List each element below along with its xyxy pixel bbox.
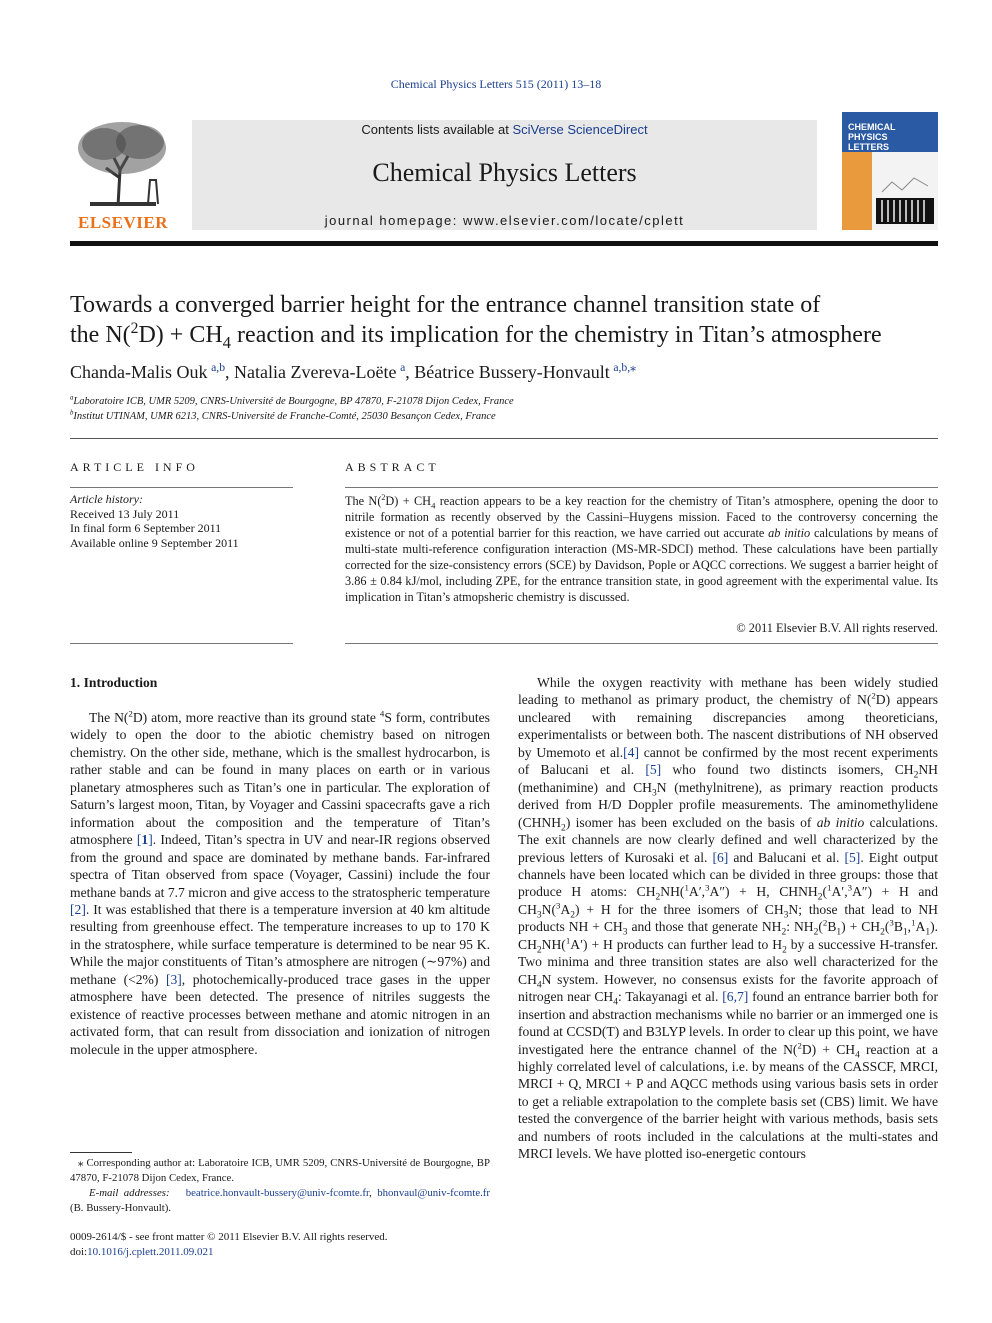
author-name: Béatrice Bussery-Honvault [414,362,610,382]
affiliation-mark: a [70,394,74,402]
title-sup: 2 [130,320,139,337]
footnote-rule [70,1152,132,1153]
journal-header [192,120,817,230]
online-date: Available online 9 September 2011 [70,535,239,550]
reference-link[interactable]: [6] [712,849,729,865]
page-footer [70,1230,490,1260]
article-history [70,492,293,550]
copyright-notice: © 2011 Elsevier B.V. All rights reserved. [736,621,938,635]
doi-prefix: doi: [70,1246,88,1258]
article-info-heading: ARTICLE INFO [70,460,199,474]
abstract-heading: ABSTRACT [345,460,440,474]
email-owner: (B. Bussery-Honvault). [70,1202,172,1214]
contents-line [192,122,817,137]
footnote [70,1156,490,1216]
doi-link[interactable]: 10.1016/j.cplett.2011.09.021 [87,1246,214,1258]
sciencedirect-link[interactable]: SciVerse ScienceDirect [512,122,648,137]
body-column-left [70,709,490,1058]
final-form-date: In final form 6 September 2011 [70,521,222,535]
author-name: Chanda-Malis Ouk [70,362,208,382]
author-name: Natalia Zvereva-Loëte [234,362,397,382]
title-text: the N( [70,322,131,348]
article-title [70,290,950,350]
history-label: Article history: [70,492,143,506]
email-line: E-mail addresses: beatrice.honvault-bussery@univ-fcomte.fr, bhonvaul@univ-fcomte.fr (B. Bussery-Honvault). [70,1187,491,1214]
cover-title-line: PHYSICS [848,132,888,142]
abstract-rule-bottom [345,643,938,644]
body-paragraph: The N($^2$D) atom, more reactive than its ground state $^4$S form, contributes widely to open the door to the abiotic chemistry based on nitrogen chemistry. On the other side, methane, which is the smallest hydrocarbon, is rather stable and can be found in many places on earth or in various planetary atmospheres such as Titan’s one in particular. The exploration of Saturn’s largest moon, Titan, by Voyager and Cassini spacecrafts gave a rich information about the composition and the temperature of Titan’s atmosphere [1]. Indeed, Titan’s spectra in UV and near-IR regions observed from the ground and space are dominated by methane bands. Far-infrared spectra of Titan observed from space (Voyager, Cassini) include the four methane bands at 7.7 micron and give access to the stratospheric temperature [2]. It was established that there is a temperature inversion at 40 km altitude resulting from greenhouse effect. The temperature increases to up to 170 K in the stratosphere, while surface temperature is determined to be near 95 K. While the major constituents of Titan’s atmosphere are nitrogen (∼97%) and methane (<2%) [3], photochemically-produced trace gases in the upper atmosphere have been detected. The presence of nitriles suggests the existence of reactive processes between methane and atomic nitrogen in an activated form, that can result from dissociation and ionization of nitrogen molecule in the upper atmosphere. [70,708,490,1057]
journal-citation[interactable]: Chemical Physics Letters 515 (2011) 13–18 [390,77,602,91]
affiliation-text: Institut UTINAM, UMR 6213, CNRS-Université de Franche-Comté, 25030 Besançon Cedex, France [73,411,496,422]
journal-title: Chemical Physics Letters [372,158,637,187]
title-sub: 4 [222,332,232,352]
reference-link[interactable]: [3] [165,971,182,987]
email-label: E-mail addresses: [89,1187,170,1199]
reference-link[interactable]: [5] [645,762,662,778]
reference-link[interactable]: [1] [136,832,153,848]
author-marks[interactable]: a [400,361,406,374]
email-link[interactable]: bhonvaul@univ-fcomte.fr [377,1187,491,1199]
affiliation-text: Laboratoire ICB, UMR 5209, CNRS-Université de Bourgogne, BP 47870, F-21078 Dijon Cedex, France [73,396,514,407]
journal-cover [842,112,938,230]
title-line-1: Towards a converged barrier height for the entrance channel transition state of [70,292,821,318]
corresponding-author: ⁎ Corresponding author at: Laboratoire ICB, UMR 5209, CNRS-Université de Bourgogne, BP 47870, F-21078 Dijon Cedex, France. [70,1157,490,1184]
elsevier-wordmark: ELSEVIER [78,213,168,232]
reference-link[interactable]: [4] [623,744,640,760]
body-column-right [518,674,938,1163]
cover-panel [872,152,938,230]
section-rule [70,438,938,439]
body-paragraph: While the oxygen reactivity with methane has been widely studied leading to methanol as primary product, the chemistry of N($^2$D) appears uncleared with remaining discrepancies among theoreticians, experimentalists or between both. The nascent distributions of NH observed by Umemoto et al.[4] cannot be confirmed by the most recent experiments of Balucani et al. [5] who found two distincts isomers, $CH_2NH$ (methanimine) and $CH_3N$ (methylnitrene), as primary reaction products derived from H/D Doppler profile measurements. The aminomethylidene $(CHNH_2)$ isomer has been excluded on the basis of ab initio calculations. The exit channels are now clearly defined and well characterized by the previous letters of Kurosaki et al. [6] and Balucani et al. [5]. Eight output channels have been located which can be divided in three groups: those that produce H atoms: $CH_2NH(^1A',^3A'') + H$, $CHNH_2(^1A',^3A'') + H$ and $CH_3N(^3A_2) + H$ for the three isomers of $CH_3N$; those that lead to NH products NH + $CH_3$ and those that generate $NH_2$: $NH_2(^2B_1) + CH_2(^3B_1,^1A_1)$. $CH_2NH(^1A') + H$ products can further lead to $H_2$ by a successive H-transfer. Two minima and three transition states are also well characterized for the $CH_4N$ system. However, no consensus exists for the favorite approach of nitrogen near $CH_4$: Takayanagi et al. [6,7] found an entrance barrier both for insertion and abstraction mechanisms while no barrier or an immerged one is found at CCSD(T) and B3LYP levels. In order to clear up this point, we have investigated here the entrance channel of the $N(^2D) + CH_4$ reaction at a highly correlated level of calculations, i.e. by means of the CASSCF, MRCI, MRCI + Q, MRCI + P and AQCC methods using various basis sets in order to get a reliable extrapolation to the complete basis set (CBS) limit. We have tested the convergence of the barrier height with various methods, basis sets and numbers of roots included in the calculations at the multi-states and MRCI levels. We have plotted iso-energetic contours [518,675,939,1162]
header-rule [70,241,938,246]
issn-line: 0009-2614/$ - see front matter © 2011 Elsevier B.V. All rights reserved. [70,1231,388,1243]
received-date: Received 13 July 2011 [70,506,180,521]
affiliation [70,396,514,407]
cover-barcode-icon [872,152,938,230]
affiliation-mark: b [70,409,74,417]
reference-link[interactable]: [5] [844,849,861,865]
info-rule-bottom [70,643,293,644]
info-rule [70,487,293,488]
contents-prefix: Contents lists available at [361,122,513,137]
author-marks[interactable]: a,b,⁎ [613,361,637,374]
author-marks[interactable]: a,b [211,361,226,374]
abstract-text: The $N(^2D) + CH_4$ reaction appears to be a key reaction for the chemistry of Titan’s atmosphere, opening the door to nitrile formation as recently observed by the Cassini–Huygens mission. Faced to the controversy concerning the existence or not of a potential barrier for this reaction, we have carried out accurate ab initio calculations by means of multi-state multi-reference configuration interaction (MS-MR-SDCI) method. These calculations have been partially corrected for the size-consistency errors (SCE) by Davidson, Pople or AQCC corrections. We suggest a barrier height of 3.86 ± 0.84 kJ/mol, including ZPE, for the entrance transition state, in good agreement with the experimental value. Its implication in Titan’s atmopsheric chemistry is discussed. [345,492,938,604]
cover-orange-strip [842,152,872,230]
doi-line [70,1245,490,1260]
introduction-heading: 1. Introduction [70,675,158,690]
tree-illustration-icon [70,118,176,210]
reference-link[interactable]: [2] [70,901,86,917]
journal-homepage[interactable]: journal homepage: www.elsevier.com/locate/cplett [324,213,685,228]
author-list: Chanda-Malis Ouk $^{a,b}$, Natalia Zvereva-Loëte $^a$, Béatrice Bussery-Honvault $^{a,b,⁎}$ [70,361,637,382]
cover-title-line: CHEMICAL [848,122,896,132]
title-text: reaction and its implication for the chemistry in Titan’s atmosphere [231,322,882,348]
title-text: D) + CH [138,322,223,348]
elsevier-logo [70,118,176,233]
reference-link[interactable]: [6,7] [722,989,749,1005]
affiliation [70,411,496,422]
abstract-rule [345,487,938,488]
cover-title [848,122,896,152]
cover-title-line: LETTERS [848,142,890,152]
email-link[interactable]: beatrice.honvault-bussery@univ-fcomte.fr [185,1187,370,1199]
